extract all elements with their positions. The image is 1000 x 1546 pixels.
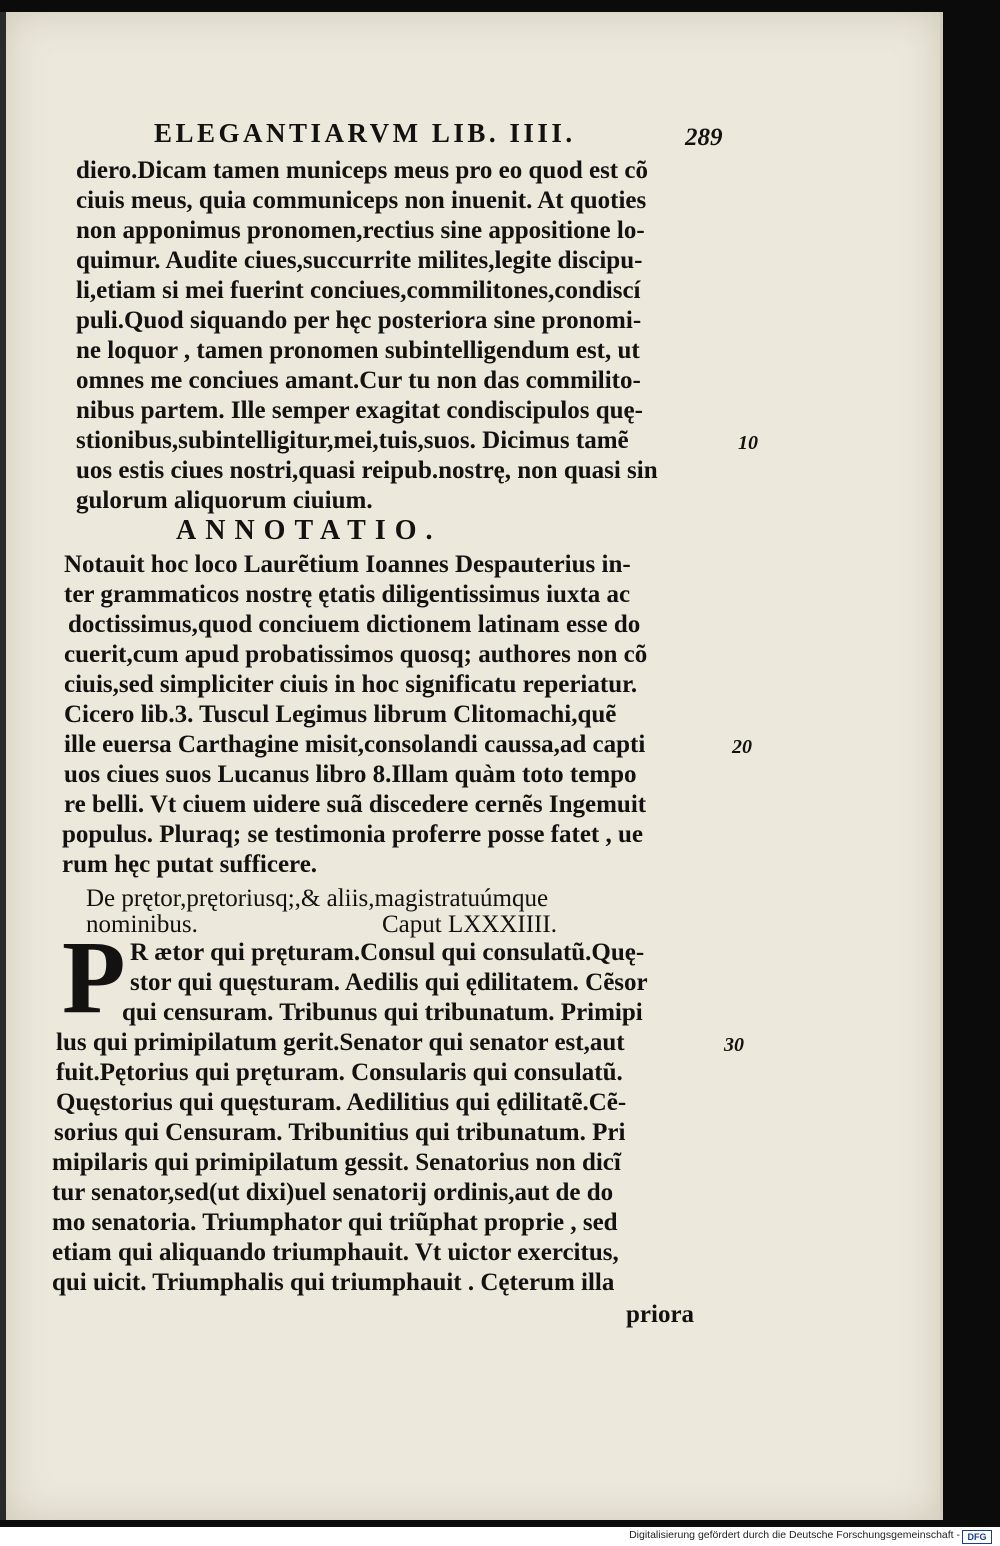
footer-bar [0,1527,1000,1546]
text-line: populus. Pluraq; se testimonia proferre posse fatet , ue [62,821,643,848]
text-line: mo senatoria. Triumphator qui triũphat proprie , sed [52,1209,618,1236]
chapter-heading-line2: nominibus. [86,911,198,938]
dfg-logo[interactable]: DFG [962,1530,992,1544]
text-line: fuit.Pętorius qui pręturam. Consularis qui consulatũ. [56,1059,623,1086]
text-line: nibus partem. Ille semper exagitat condiscipulos quę- [76,397,643,424]
text-line: Notauit hoc loco Laurẽtium Ioannes Despauterius in- [64,551,631,578]
text-line: ter grammaticos nostrę ętatis diligentissimus iuxta ac [64,581,631,608]
text-line: rum hęc putat sufficere. [62,851,318,878]
annotatio-heading: ANNOTATIO. [176,515,442,546]
line-number-margin: 20 [732,736,752,758]
text-line: mipilaris qui primipilatum gessit. Senatorius non dicĩ [52,1149,621,1176]
text-line: doctissimus,quod conciuem dictionem latinam esse do [68,611,641,638]
text-line: non apponimus pronomen,rectius sine appositione lo- [76,217,645,244]
text-line: uos estis ciues nostri,quasi reipub.nostrę, non quasi sin [76,457,658,484]
text-line: omnes me conciues amant.Cur tu non das commilito- [76,367,641,394]
footer-credit-text: Digitalisierung gefördert durch die Deutsche Forschungsgemeinschaft - [629,1529,960,1541]
text-line: Cicero lib.3. Tuscul Legimus librum Clitomachi,quẽ [64,701,617,728]
text-line: uos ciues suos Lucanus libro 8.Illam quàm toto tempo [64,761,637,788]
text-line: sorius qui Censuram. Tribunitius qui tribunatum. Pri [54,1119,626,1146]
page-number: 289 [685,124,723,151]
text-line: ille euersa Carthagine misit,consolandi caussa,ad capti [64,731,646,758]
text-line: qui censuram. Tribunus qui tribunatum. Primipi [122,999,643,1026]
text-line: qui uicit. Triumphalis qui triumphauit . Cęterum illa [52,1269,615,1296]
text-line: diero.Dicam tamen municeps meus pro eo quod est cõ [76,157,648,184]
text-line: etiam qui aliquando triumphauit. Vt uictor exercitus, [52,1239,619,1266]
line-number-margin: 30 [724,1034,744,1056]
running-title: ELEGANTIARVM LIB. IIII. [154,118,576,148]
text-line: ne loquor , tamen pronomen subintelligendum est, ut [76,337,640,364]
drop-cap-initial: P [62,920,126,1035]
text-line: quimur. Audite ciues,succurrite milites,legite discipu- [76,247,643,274]
text-line: stor qui quęsturam. Aedilis qui ędilitatem. Cẽsor [130,969,648,996]
text-line: lus qui primipilatum gerit.Senator qui senator est,aut [56,1029,625,1056]
text-line: gulorum aliquorum ciuium. [76,487,373,514]
text-line: R ætor qui pręturam.Consul qui consulatũ.Quę- [130,939,645,966]
text-line: Quęstorius qui quęsturam. Aedilitius qui ędilitatẽ.Cẽ- [56,1089,627,1116]
text-line: ciuis meus, quia communiceps non inuenit. At quoties [76,187,647,214]
book-page [6,12,943,1520]
text-line: li,etiam si mei fuerint conciues,commilitones,condiscí [76,277,641,304]
text-line: cuerit,cum apud probatissimos quosq; authores non cõ [64,641,648,668]
catchword: priora [626,1301,695,1328]
text-line: re belli. Vt ciuem uidere suã discedere cernẽs Ingemuit [64,791,647,818]
text-line: ciuis,sed simpliciter ciuis in hoc significatu reperiatur. [64,671,638,698]
text-line: puli.Quod siquando per hęc posteriora sine pronomi- [76,307,642,334]
chapter-heading-line1: De prętor,prętoriusq;,& aliis,magistratuúmque [86,885,549,912]
line-number-margin: 10 [738,432,758,454]
chapter-caput-label: Caput LXXXIIII. [382,911,557,938]
text-line: tur senator,sed(ut dixi)uel senatorij ordinis,aut de do [52,1179,614,1206]
text-line: stionibus,subintelligitur,mei,tuis,suos. Dicimus tamẽ [76,427,629,454]
